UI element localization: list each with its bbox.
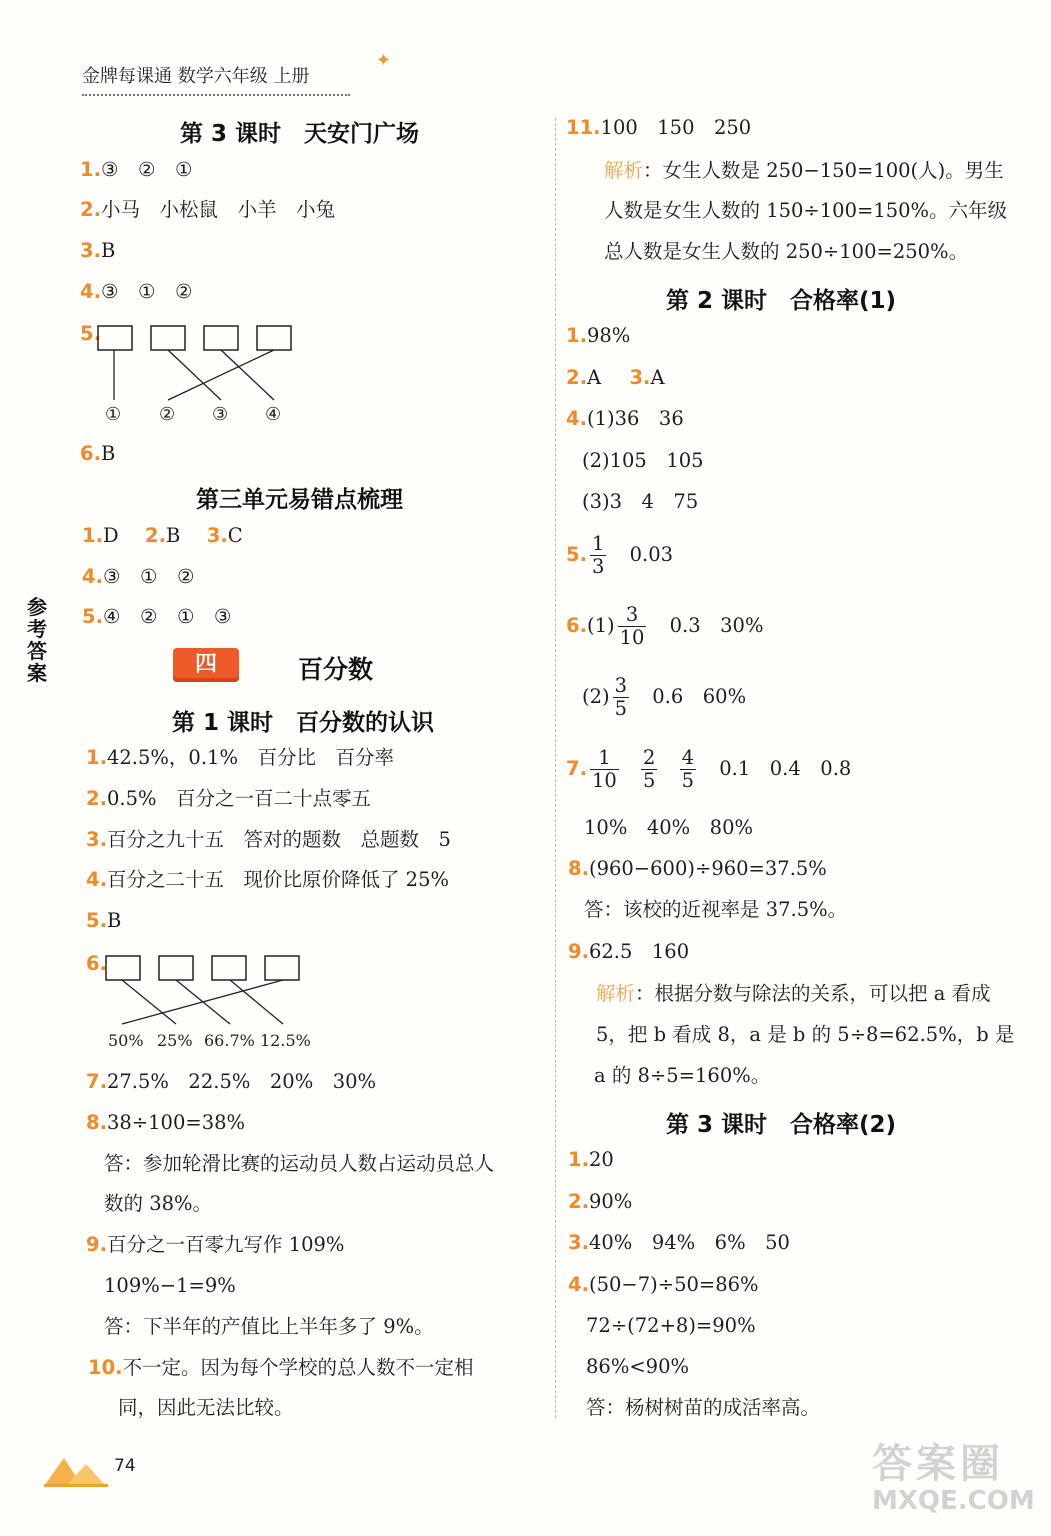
answer-sentence: 答：下半年的产值比上半年多了 9%。 — [104, 1315, 434, 1338]
answer-row: 3.百分之九十五 答对的题数 总题数 5 — [86, 828, 451, 851]
answer-box — [265, 956, 299, 980]
unit-title: 百分数 — [298, 655, 374, 684]
explanation-line: a 的 8÷5=160%。 — [594, 1064, 771, 1087]
answer-row: 5.B — [86, 909, 122, 932]
match-line — [221, 350, 274, 400]
answer-box — [106, 956, 140, 980]
answer-row — [80, 278, 192, 306]
page-number: 74 — [114, 1456, 136, 1476]
answer-row: 10.不一定。因为每个学校的总人数不一定相 — [88, 1356, 474, 1379]
matching-diagram-q5 — [96, 322, 306, 432]
answer-row: 7. $\frac{1}{10}$ $\frac{2}{5}$ $\frac{4}{5}$ 0.1 0.4 0.8 — [566, 746, 852, 792]
question-number: 2. — [80, 198, 101, 221]
explanation-label: 解析 — [604, 159, 644, 182]
answer-sentence: 答：参加轮滑比赛的运动员人数占运动员总人 — [104, 1152, 495, 1175]
match-label: ③ — [212, 404, 229, 425]
match-label: ① — [105, 404, 122, 425]
section-title-lesson1-percent: 第 1 课时 百分数的认识 — [172, 710, 435, 736]
fraction: $\frac{1}{10}$ — [591, 746, 617, 792]
answer-row: 8.38÷100=38% — [86, 1111, 246, 1134]
fraction: $\frac{4}{5}$ — [681, 746, 695, 792]
answer-sentence: 答：杨树树苗的成活率高。 — [586, 1396, 821, 1419]
answer-row — [80, 156, 192, 184]
book-header-title: 金牌每课通 数学六年级 上册 — [82, 66, 310, 87]
answer-box — [151, 326, 185, 350]
mountain-decoration-icon — [44, 1450, 110, 1490]
section-title-lesson3-tiananmen: 第 3 课时 天安门广场 — [180, 121, 420, 147]
match-line — [168, 350, 221, 400]
match-line — [168, 350, 274, 400]
question-number: 6. — [86, 952, 107, 975]
question-number: 4. — [80, 280, 101, 303]
answer-row: 5. $\frac{1}{3}$ 0.03 — [566, 532, 674, 578]
explanation-line: 解析：根据分数与除法的关系，可以把 a 看成 — [596, 982, 991, 1005]
answer-text: B — [100, 442, 116, 465]
answer-text: ③ ② ① — [100, 158, 193, 181]
section-title-lesson3-pass-rate2: 第 3 课时 合格率(2) — [666, 1112, 897, 1138]
fraction: $\frac{3}{10}$ — [619, 603, 645, 649]
answer-box — [98, 326, 132, 350]
answer-line: 86%<90% — [586, 1355, 690, 1378]
answer-row: 1.42.5%，0.1% 百分比 百分率 — [86, 746, 394, 769]
answer-row — [80, 440, 115, 468]
section-title-lesson2-pass-rate1: 第 2 课时 合格率(1) — [666, 288, 897, 314]
answer-text: 小马 小松鼠 小羊 小兔 — [100, 198, 335, 221]
answer-row: 5.④ ② ① ③ — [82, 605, 232, 628]
answer-row: 4.(1)36 36 — [566, 407, 684, 430]
explanation-line: 5，把 b 看成 8，a 是 b 的 5÷8=62.5%，b 是 — [596, 1023, 1015, 1046]
header-divider — [82, 94, 350, 96]
answer-row: 4.③ ① ② — [82, 565, 195, 588]
answer-row: 1.D 2.B 3.C — [82, 524, 243, 547]
question-number: 5. — [80, 322, 101, 345]
answer-row: (2) $\frac{3}{5}$ 0.6 60% — [582, 674, 747, 720]
fraction: $\frac{3}{5}$ — [614, 674, 628, 720]
match-line — [122, 980, 176, 1024]
answer-row: 3.40% 94% 6% 50 — [568, 1231, 790, 1254]
answer-line: (2)105 105 — [582, 449, 704, 472]
match-label: 25% — [157, 1031, 193, 1050]
answer-row: 1.98% — [566, 324, 631, 347]
fraction: $\frac{1}{3}$ — [591, 532, 605, 578]
answer-line: 109%−1=9% — [104, 1274, 236, 1297]
answer-row: 4.百分之二十五 现价比原价降低了 25% — [86, 868, 450, 891]
answer-row: 6.(1) $\frac{3}{10}$ 0.3 30% — [566, 603, 764, 649]
answer-box — [204, 326, 238, 350]
question-number: 3. — [80, 239, 101, 262]
answer-row: 11.100 150 250 — [566, 116, 752, 139]
answer-box — [159, 956, 193, 980]
explanation-line: 总人数是女生人数的 250÷100=250%。 — [604, 240, 969, 263]
answer-row — [80, 196, 335, 224]
answer-row: 4.(50−7)÷50=86% — [568, 1273, 759, 1296]
answer-text: B — [100, 239, 116, 262]
answer-box — [257, 326, 291, 350]
answer-row: 9.百分之一百零九写作 109% — [86, 1233, 345, 1256]
explanation-line: 人数是女生人数的 150÷100=150%。六年级 — [604, 199, 1008, 222]
match-label: 50% — [108, 1031, 144, 1050]
fraction: $\frac{2}{5}$ — [643, 746, 656, 792]
match-label: 12.5% — [260, 1031, 311, 1050]
question-number: 1. — [80, 158, 101, 181]
column-divider — [555, 118, 556, 1418]
explanation-label: 解析 — [596, 982, 636, 1005]
side-label: 参考答案 — [27, 595, 47, 685]
match-label: ④ — [265, 404, 282, 425]
answer-row: 1.20 — [568, 1148, 614, 1171]
answer-row: 2.A 3.A — [566, 366, 665, 389]
question-number: 6. — [80, 442, 101, 465]
section-title-unit3-review: 第三单元易错点梳理 — [196, 487, 403, 513]
answer-row: 7.27.5% 22.5% 20% 30% — [86, 1070, 377, 1093]
match-line — [122, 980, 283, 1024]
matching-diagram-q6 — [100, 952, 320, 1056]
unit-badge: 四 — [173, 648, 239, 682]
match-label: ② — [159, 404, 176, 425]
answer-box — [212, 956, 246, 980]
answer-sentence: 答：该校的近视率是 37.5%。 — [584, 898, 848, 921]
answer-row: 8.(960−600)÷960=37.5% — [568, 857, 827, 880]
answer-line: 10% 40% 80% — [584, 816, 754, 839]
answer-row: 2.90% — [568, 1190, 633, 1213]
answer-row: 2.0.5% 百分之一百二十点零五 — [86, 787, 372, 810]
watermark: 答案圈 MXQE.COM — [872, 1441, 1035, 1516]
match-label: 66.7% — [204, 1031, 255, 1050]
answer-text: ③ ① ② — [100, 280, 193, 303]
answer-line: (3)3 4 75 — [582, 490, 699, 513]
answer-row — [80, 237, 115, 265]
sparkle-icon: ✦ — [376, 50, 392, 71]
answer-row: 9.62.5 160 — [568, 940, 690, 963]
answer-sentence: 数的 38%。 — [104, 1192, 213, 1215]
answer-line: 72÷(72+8)=90% — [586, 1314, 756, 1337]
answer-sentence: 同，因此无法比较。 — [118, 1396, 294, 1419]
explanation-line: 解析：女生人数是 250−150=100(人)。男生 — [604, 159, 1004, 182]
